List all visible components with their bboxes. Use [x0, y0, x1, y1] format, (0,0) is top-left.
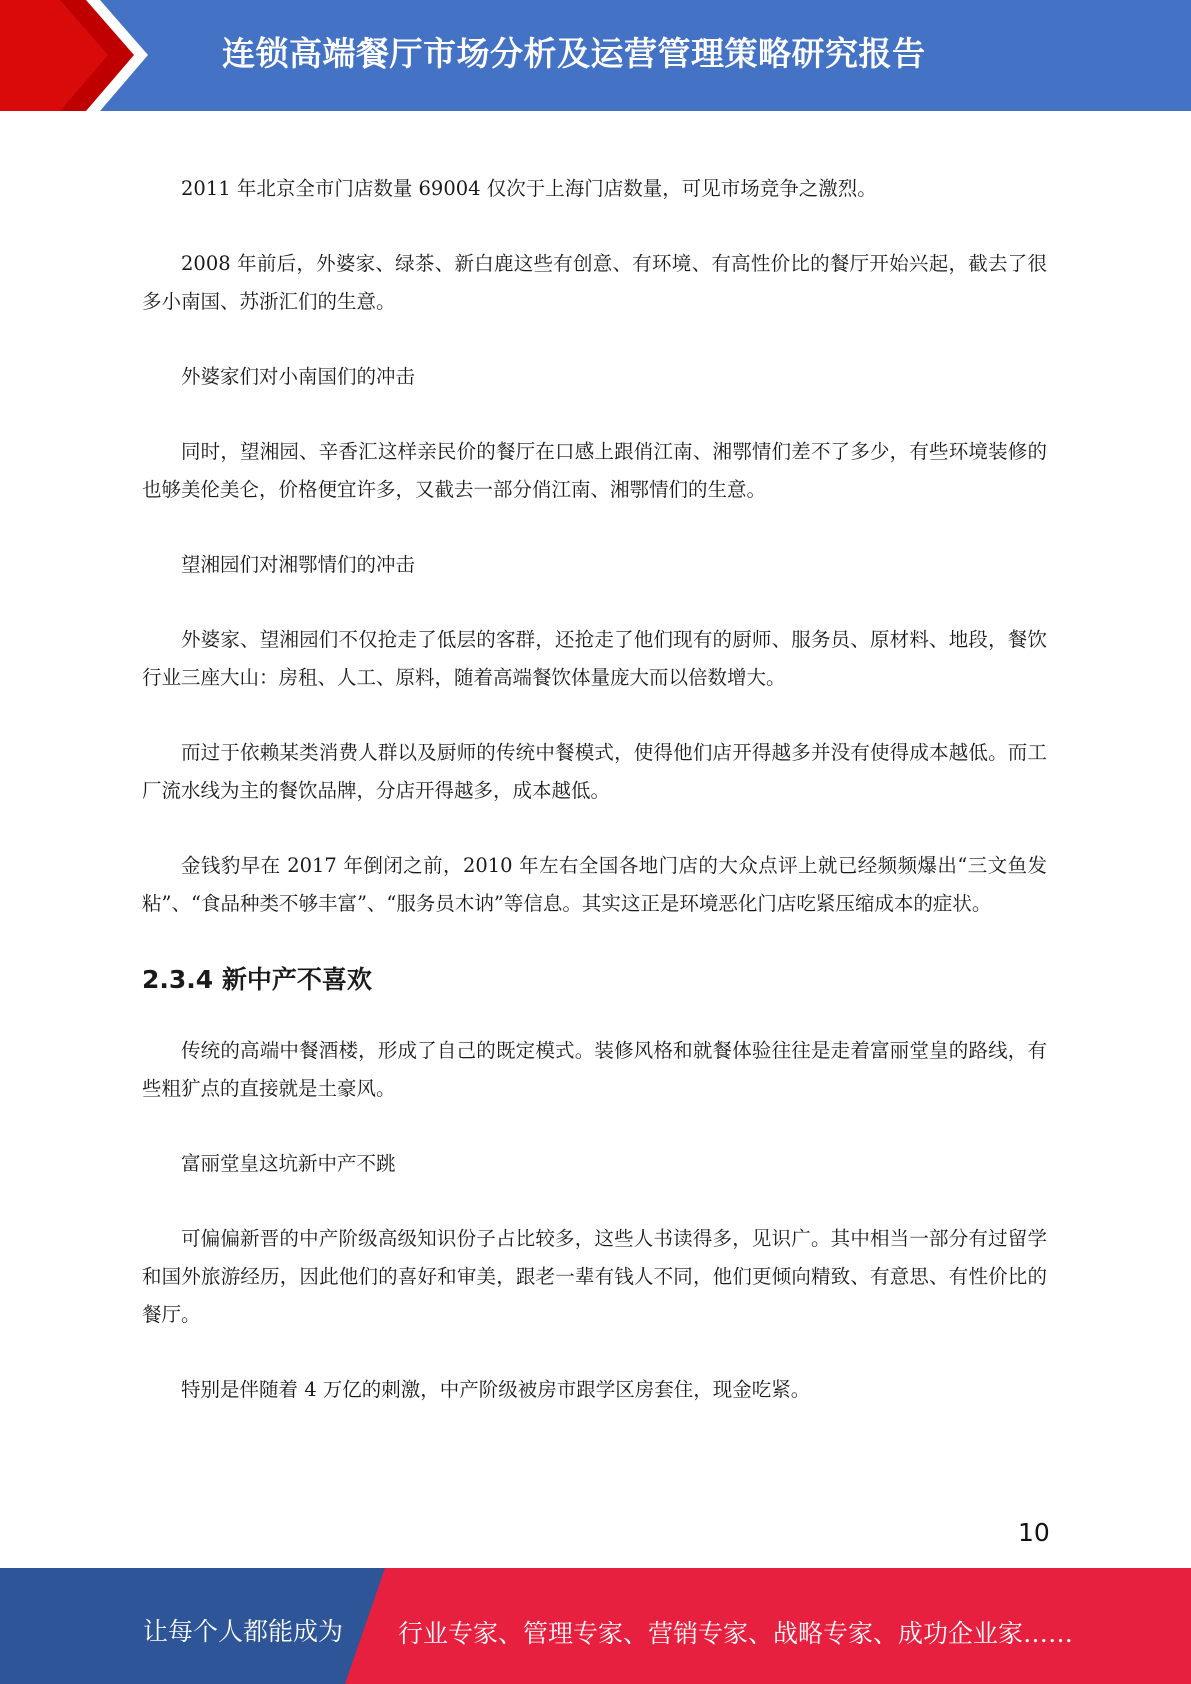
paragraph: 传统的高端中餐酒楼，形成了自己的既定模式。装修风格和就餐体验往往是走着富丽堂皇的路线，有些粗犷点的直接就是土豪风。	[142, 1039, 1047, 1100]
paragraph: 而过于依赖某类消费人群以及厨师的传统中餐模式，使得他们店开得越多并没有使得成本越低。而工厂流水线为主的餐饮品牌，分店开得越多，成本越低。	[142, 741, 1047, 802]
paragraph: 外婆家、望湘园们不仅抢走了低层的客群，还抢走了他们现有的厨师、服务员、原材料、地段，餐饮行业三座大山：房租、人工、原料，随着高端餐饮体量庞大而以倍数增大。	[142, 628, 1047, 689]
paragraph: 2008 年前后，外婆家、绿茶、新白鹿这些有创意、有环境、有高性价比的餐厅开始兴起，截去了很多小南国、苏浙汇们的生意。	[142, 252, 1047, 313]
paragraph: 金钱豹早在 2017 年倒闭之前，2010 年左右全国各地门店的大众点评上就已经频频爆出“三文鱼发粘”、“食品种类不够丰富”、“服务员木讷”等信息。其实这正是环境恶化门店吃紧压缩成本的症状。	[142, 854, 1047, 915]
page-number: 10	[1018, 1518, 1050, 1547]
paragraph: 2011 年北京全市门店数量 69004 仅次于上海门店数量，可见市场竞争之激烈。	[181, 177, 877, 200]
section-heading: 2.3.4 新中产不喜欢	[142, 965, 372, 994]
footer-slogan-left: 让每个人都能成为	[143, 1617, 344, 1646]
paragraph: 可偏偏新晋的中产阶级高级知识份子占比较多，这些人书读得多，见识广。其中相当一部分有过留学和国外旅游经历，因此他们的喜好和审美，跟老一辈有钱人不同，他们更倾向精致、有意思、有性价比的餐厅。	[142, 1227, 1047, 1326]
paragraph: 同时，望湘园、辛香汇这样亲民价的餐厅在口感上跟俏江南、湘鄂情们差不了多少，有些环境装修的也够美伦美仑，价格便宜许多，又截去一部分俏江南、湘鄂情们的生意。	[142, 440, 1047, 501]
header-banner	[0, 0, 1191, 111]
document-title: 连锁高端餐厅市场分析及运营管理策略研究报告	[222, 34, 926, 73]
paragraph: 外婆家们对小南国们的冲击	[181, 365, 416, 388]
document-body	[142, 170, 1047, 1446]
paragraph: 望湘园们对湘鄂情们的冲击	[181, 553, 416, 576]
paragraph: 富丽堂皇这坑新中产不跳	[181, 1152, 396, 1175]
footer-banner	[0, 1568, 1191, 1684]
footer-slogan-right: 行业专家、管理专家、营销专家、战略专家、成功企业家……	[398, 1619, 1074, 1648]
header-arrow-decoration	[0, 0, 160, 111]
paragraph: 特别是伴随着 4 万亿的刺激，中产阶级被房市跟学区房套住，现金吃紧。	[181, 1378, 811, 1401]
